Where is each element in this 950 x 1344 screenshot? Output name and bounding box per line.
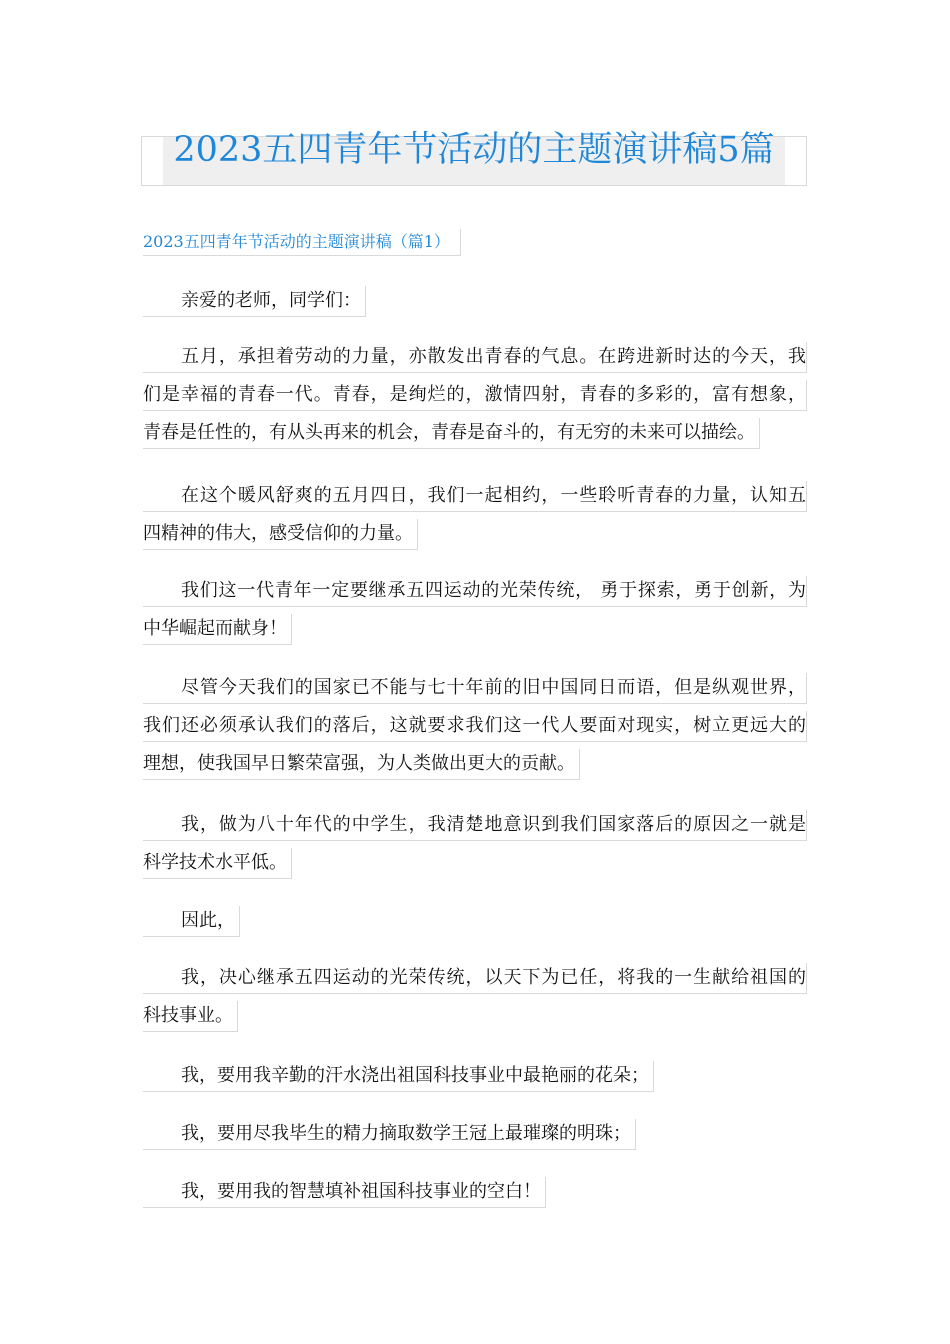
paragraph-line <box>143 1001 807 1039</box>
paragraph-line <box>143 673 807 711</box>
paragraph <box>143 342 807 456</box>
line-text: 四精神的伟大，感受信仰的力量。 <box>143 519 418 550</box>
paragraph-line <box>143 810 807 848</box>
line-text: 我，要用尽我毕生的精力摘取数学王冠上最璀璨的明珠； <box>143 1119 636 1150</box>
line-text: 青春是任性的，有从头再来的机会，青春是奋斗的，有无穷的未来可以描绘。 <box>143 418 760 449</box>
line-text: 我，要用我的智慧填补祖国科技事业的空白！ <box>143 1177 546 1208</box>
line-text: 理想，使我国早日繁荣富强，为人类做出更大的贡献。 <box>143 749 580 780</box>
paragraph-line <box>143 1119 807 1157</box>
paragraph <box>143 1061 807 1099</box>
paragraph-line <box>143 906 807 944</box>
line-text: 中华崛起而献身！ <box>143 614 292 645</box>
paragraph <box>143 906 807 944</box>
paragraph <box>143 286 807 324</box>
line-text: 我们还必须承认我们的落后，这就要求我们这一代人要面对现实，树立更远大的 <box>143 711 807 742</box>
paragraph-line <box>143 711 807 749</box>
line-text: 我，决心继承五四运动的光荣传统，以天下为已任，将我的一生献给祖国的 <box>143 963 807 994</box>
paragraph-line <box>143 963 807 1001</box>
document-title: 2023五四青年节活动的主题演讲稿5篇 <box>173 130 775 170</box>
paragraph-line <box>143 614 807 652</box>
line-text: 们是幸福的青春一代。青春，是绚烂的，激情四射，青春的多彩的，富有想象， <box>143 380 807 411</box>
paragraph-line <box>143 286 807 324</box>
paragraph-line <box>143 342 807 380</box>
line-text: 我们这一代青年一定要继承五四运动的光荣传统， 勇于探索，勇于创新，为 <box>143 576 807 607</box>
paragraph-line <box>143 749 807 787</box>
paragraph-line <box>143 380 807 418</box>
paragraph-line <box>143 418 807 456</box>
paragraph <box>143 1119 807 1157</box>
paragraph-line <box>143 1061 807 1099</box>
paragraph-line <box>143 481 807 519</box>
paragraph-line <box>143 576 807 614</box>
line-text: 尽管今天我们的国家已不能与七十年前的旧中国同日而语，但是纵观世界， <box>143 673 807 704</box>
section-heading: 2023五四青年节活动的主题演讲稿（篇1） <box>143 229 461 256</box>
line-text: 科技事业。 <box>143 1001 238 1032</box>
paragraph <box>143 1177 807 1215</box>
paragraph <box>143 673 807 787</box>
paragraph-line <box>143 519 807 557</box>
line-text: 亲爱的老师，同学们： <box>143 286 366 317</box>
line-text: 因此， <box>143 906 240 937</box>
line-text: 在这个暖风舒爽的五月四日，我们一起相约，一些聆听青春的力量，认知五 <box>143 481 807 512</box>
line-text: 科学技术水平低。 <box>143 848 292 879</box>
line-text: 我，要用我辛勤的汗水浇出祖国科技事业中最艳丽的花朵； <box>143 1061 654 1092</box>
line-text: 五月，承担着劳动的力量，亦散发出青春的气息。在跨进新时达的今天，我 <box>143 342 807 373</box>
paragraph <box>143 576 807 652</box>
paragraph-line <box>143 848 807 886</box>
line-text: 我，做为八十年代的中学生，我清楚地意识到我们国家落后的原因之一就是 <box>143 810 807 841</box>
paragraph <box>143 810 807 886</box>
paragraph <box>143 963 807 1039</box>
paragraph <box>143 481 807 557</box>
paragraph-line <box>143 1177 807 1215</box>
